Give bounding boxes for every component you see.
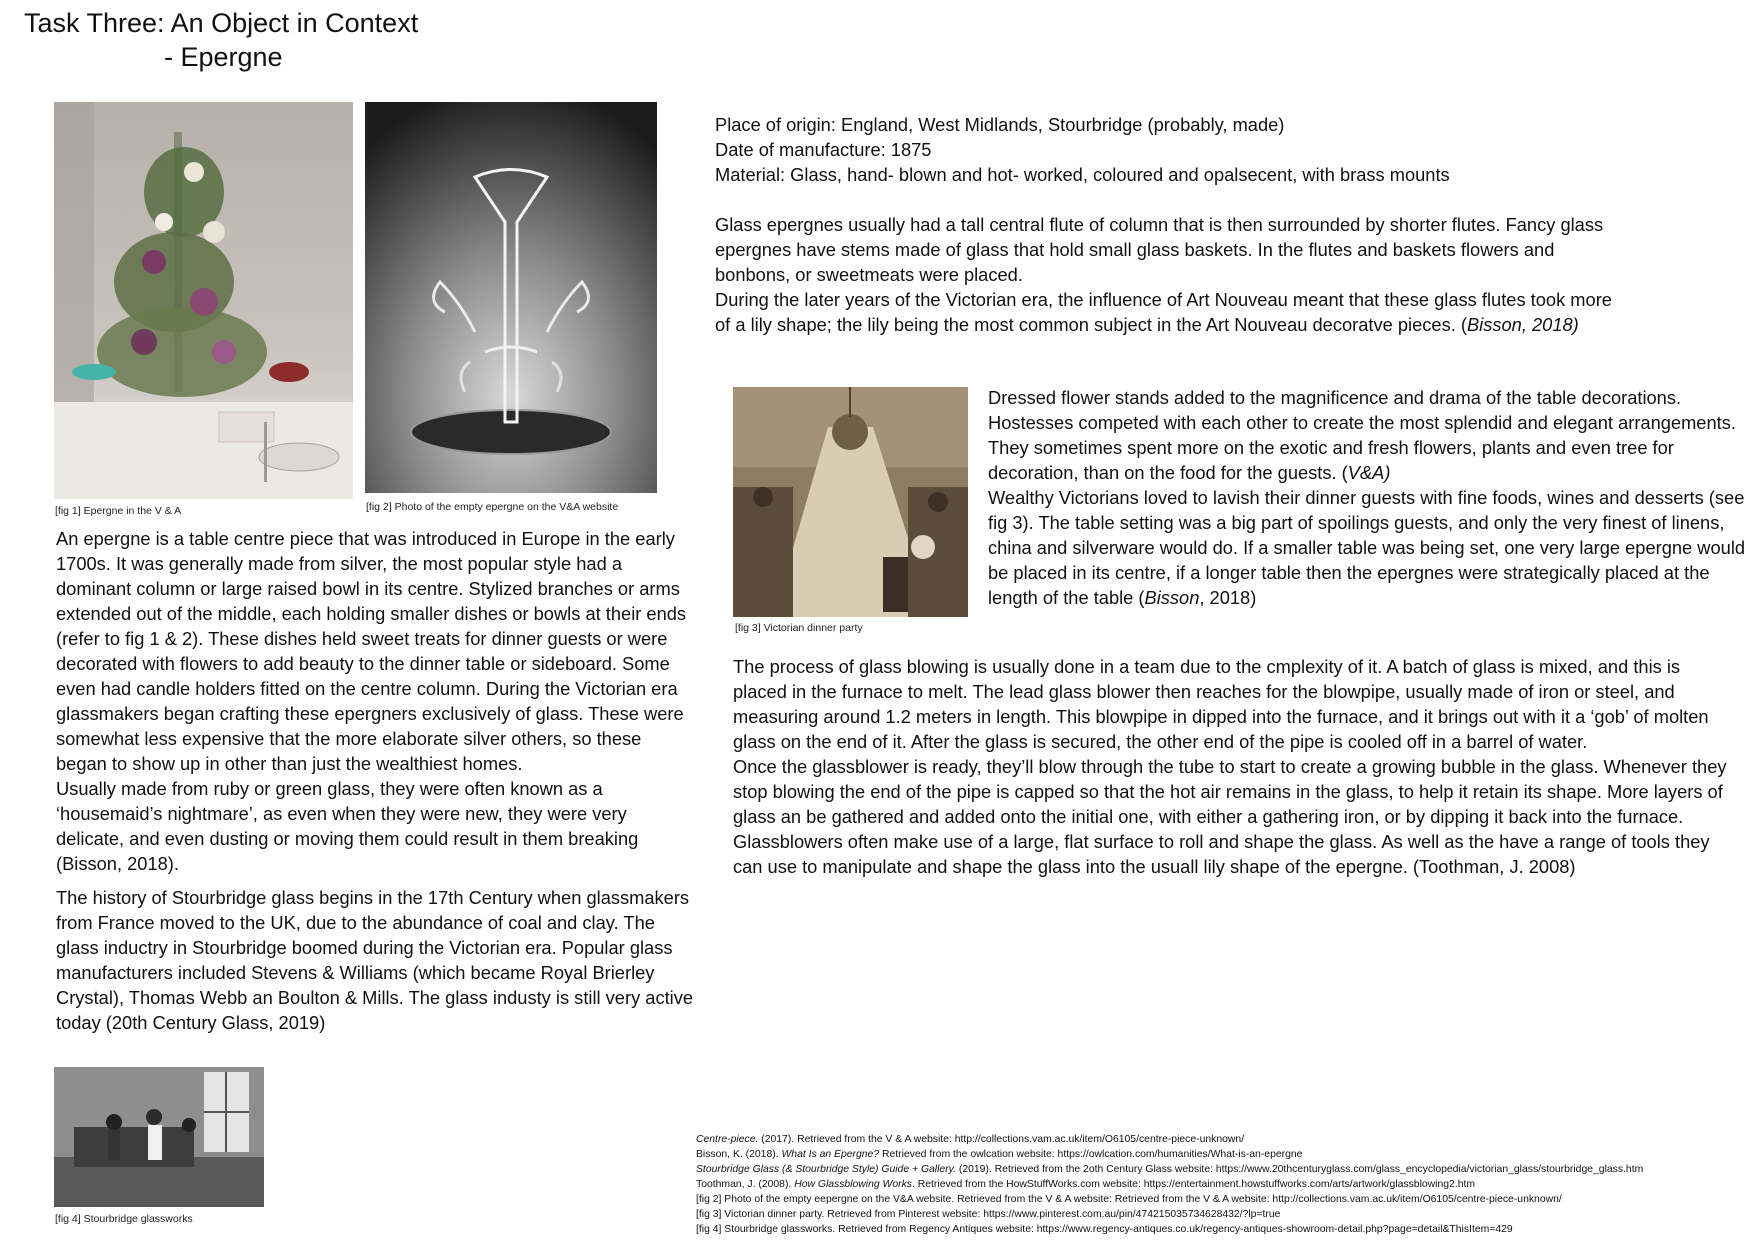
glassblowing-text — [733, 654, 1738, 879]
material: Material: Glass, hand- blown and hot- worked, coloured and opalsecent, with brass mounts — [715, 164, 1450, 185]
reference-7: [fig 4] Stourbridge glassworks. Retrieved from Regency Antiques website: https://www.regency-antiques.co.uk/regency-antiques-showroom-detail.php?page=detail&ThisItem=429 — [696, 1224, 1513, 1235]
left-paragraph-2: Usually made from ruby or green glass, they were often known as a ‘housemaid’s nightmare’, as even when they were new, they were very delicate, and even dusting or moving them could result in them breaking (Bisson, 2018). — [56, 778, 639, 874]
wealthy-victorians-cite: Bisson — [1144, 587, 1200, 608]
reference-3-title: Stourbridge Glass (& Stourbridge Style) Guide + Gallery. — [696, 1164, 956, 1175]
right-intro-text — [715, 212, 1630, 337]
reference-4 — [696, 1177, 1751, 1192]
wealthy-victorians-paragraph — [988, 485, 1753, 610]
reference-1-text: (2017). Retrieved from the V & A website: http://collections.vam.ac.uk/item/O6105/centre-piece-unknown/ — [758, 1134, 1245, 1145]
reference-2-author: Bisson, K. (2018). — [696, 1149, 782, 1160]
page-title — [24, 6, 418, 74]
reference-2-text: Retrieved from the owlcation website: https://owlcation.com/humanities/What-is-an-epergne — [879, 1149, 1303, 1160]
reference-4-author: Toothman, J. (2008). — [696, 1179, 795, 1190]
intro-paragraph-2-cite: Bisson, 2018) — [1466, 314, 1579, 335]
intro-paragraph-2 — [715, 287, 1630, 337]
fig1-caption: [fig 1] Epergne in the V & A — [55, 505, 182, 517]
left-text-block — [56, 526, 696, 1035]
fig2-caption: [fig 2] Photo of the empty epergne on the V&A website — [366, 501, 619, 513]
intro-paragraph-1: Glass epergnes usually had a tall central flute of column that is then surrounded by shorter flutes. Fancy glass epergnes have stems made of glass that hold small glass baskets. In the flutes and baskets flowers and bonbons, or sweetmeats were placed. — [715, 214, 1604, 285]
fig3-dinner-party-photo — [733, 387, 968, 617]
intro-paragraph-2-text: During the later years of the Victorian era, the influence of Art Nouveau meant that these glass flutes took more of a lily shape; the lily being the most common subject in the Art Nouveau decoratve pieces. ( — [715, 289, 1612, 335]
object-details — [715, 112, 1715, 187]
reference-3-text: (2019). Retrieved from the 2oth Century Glass website: https://www.20thcenturyglass.com/glass_encyclopedia/victorian_glass/stourbridge_glass.htm — [955, 1164, 1644, 1175]
fig4-glassworks-photo — [54, 1067, 264, 1207]
reference-3 — [696, 1162, 1751, 1177]
wealthy-victorians-text: Wealthy Victorians loved to lavish their dinner guests with fine foods, wines and desserts (see fig 3). The table setting was a big part of spoilings guests, and only the very finest of linens, china and silverware would do. If a smaller table was being set, one very large epergne would be placed in its centre, if a longer table then the epergnes were strategically placed at the length of the table ( — [988, 487, 1746, 608]
fig3-side-text — [988, 385, 1753, 610]
title-line-2: - Epergne — [164, 42, 283, 72]
reference-5: [fig 2] Photo of the empty eepergne on the V&A website. Retrieved from the V & A website: Retrieved from the V & A website: http://collections.vam.ac.uk/item/O6105/centre-piece-unknown/ — [696, 1194, 1562, 1205]
reference-2 — [696, 1147, 1751, 1162]
left-paragraph-3: The history of Stourbridge glass begins in the 17th Century when glassmakers from France moved to the UK, due to the abundance of coal and clay. The glass inductry in Stourbridge boomed during the Victorian era. Popular glass manufacturers included Stevens & Williams (which became Royal Brierley Crystal), Thomas Webb an Boulton & Mills. The glass industy is still very active today (20th Century Glass, 2019) — [56, 887, 694, 1033]
flower-stands-cite: V&A) — [1347, 462, 1391, 483]
fig4-caption: [fig 4] Stourbridge glassworks — [55, 1213, 193, 1225]
reference-2-title: What Is an Epergne? — [781, 1149, 880, 1160]
glassblowing-paragraph-3: Glassblowers often make use of a large, flat surface to roll and shape the glass. As well as the have a range of tools they can use to manipulate and shape the glass into the usuall lily shape of the epergne. (Toothman, J. 2008) — [733, 831, 1710, 877]
flower-stands-paragraph — [988, 385, 1753, 485]
place-of-origin: Place of origin: England, West Midlands, Stourbridge (probably, made) — [715, 114, 1285, 135]
flower-stands-text: Dressed flower stands added to the magnificence and drama of the table decorations. Hostesses competed with each other to create the most splendid and elegant arrangements. They sometimes spent more on the exotic and fresh flowers, plants and even tree for decoration, than on the food for the guests. ( — [988, 387, 1736, 483]
reference-1-title: Centre-piece. — [696, 1134, 759, 1145]
glassblowing-paragraph-1: The process of glass blowing is usually done in a team due to the cmplexity of it. A batch of glass is mixed, and this is placed in the furnace to melt. The lead glass blower then reaches for the blowpipe, usually made of iron or steel, and measuring around 1.2 meters in length. This blowpipe in dipped into the furnace, and it brings out with it a ‘gob’ of molten glass on the end of it. After the glass is secured, the other end of the pipe is cooled off in a barrel of water. — [733, 656, 1709, 752]
glassblowing-paragraph-2: Once the glassblower is ready, they’ll blow through the tube to start to create a growing bubble in the glass. Whenever they stop blowing the end of the pipe is capped so that the hot air remains in the glass, to help it retain its shape. More layers of glass an be gathered and added onto the initial one, with either a gathering iron, or by dipping it back into the furnace. — [733, 756, 1727, 827]
date-of-manufacture: Date of manufacture: 1875 — [715, 139, 932, 160]
fig3-caption: [fig 3] Victorian dinner party — [735, 622, 863, 634]
fig1-epergne-photo — [54, 102, 353, 499]
reference-6: [fig 3] Victorian dinner party. Retrieved from Pinterest website: https://www.pinterest.com.au/pin/474215035734628432/?lp=true — [696, 1209, 1281, 1220]
left-paragraph-1: An epergne is a table centre piece that was introduced in Europe in the early 1700s. It was generally made from silver, the most popular style had a dominant column or large raised bowl in its centre. Stylized branches or arms extended out of the middle, each holding smaller dishes or bowls at their ends (refer to fig 1 & 2). These dishes held sweet treats for dinner guests or were decorated with flowers to add beauty to the dinner table or sideboard. Some even had candle holders fitted on the centre column. During the Victorian era glassmakers began crafting these epergners exclusively of glass. These were somewhat less expensive that the more elaborate silver others, so these began to show up in other than just the wealthiest homes. — [56, 528, 687, 774]
title-line-1: Task Three: An Object in Context — [24, 8, 419, 38]
reference-1 — [696, 1132, 1751, 1147]
reference-4-text: . Retrieved from the HowStuffWorks.com website: https://entertainment.howstuffworks.com/arts/artwork/glassblowing2.htm — [911, 1179, 1476, 1190]
reference-4-title: How Glassblowing Works — [794, 1179, 912, 1190]
wealthy-victorians-end: , 2018) — [1199, 587, 1257, 608]
references-list — [696, 1132, 1751, 1237]
fig2-empty-epergne-photo — [365, 102, 657, 493]
